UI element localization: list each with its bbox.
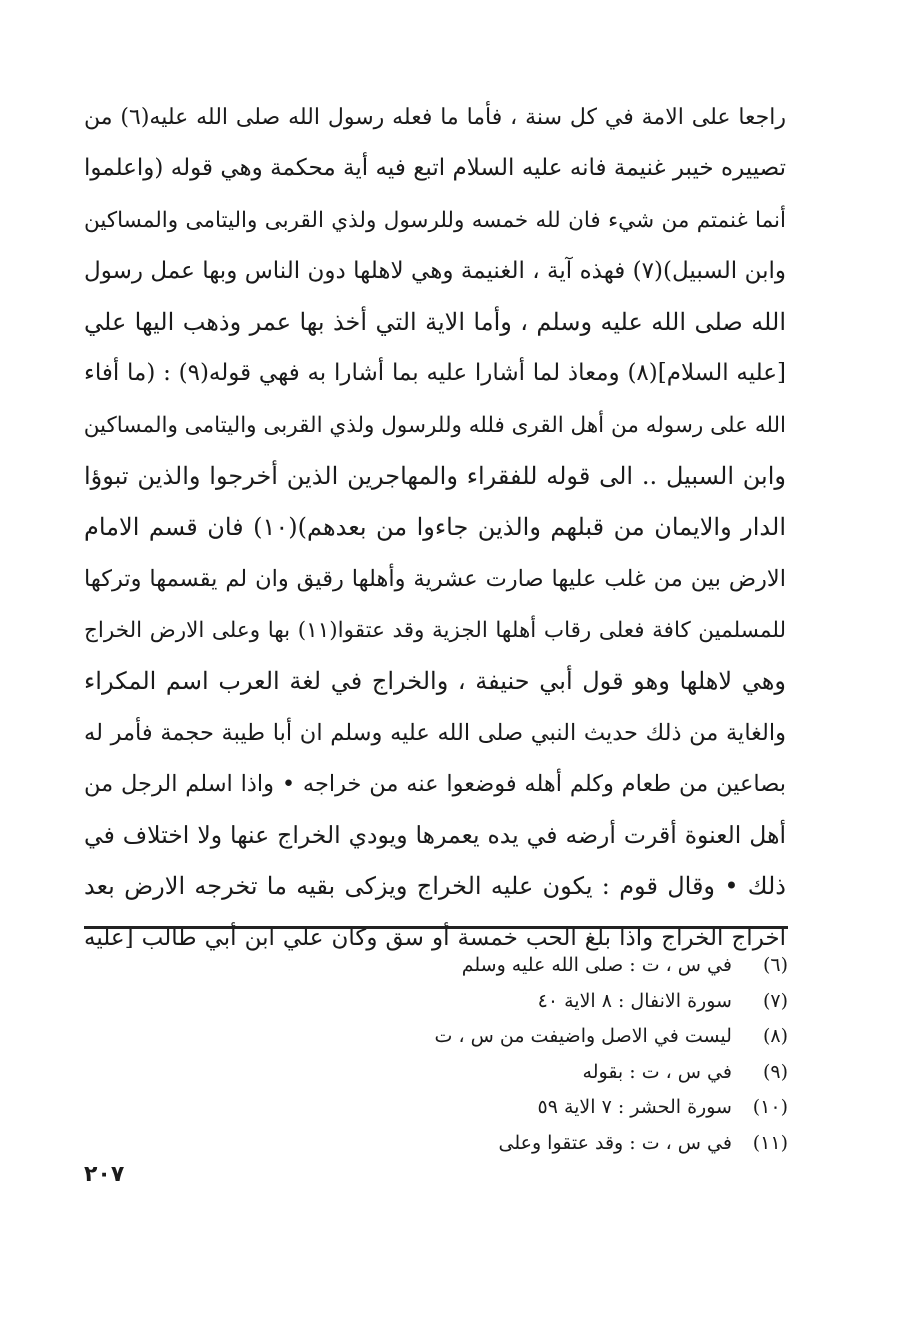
footnote-number: (٧)	[762, 989, 788, 1012]
text-line: وابن السبيل)(٧) فهذه آية ، الغنيمة وهي لاهلها دون الناس وبها عمل رسول	[84, 257, 786, 284]
page-number: ٢٠٧	[84, 1162, 125, 1187]
footnote-number: (٨)	[762, 1025, 788, 1047]
footnote-item	[435, 948, 788, 984]
text-line: الله على رسوله من أهل القرى فلله وللرسول ولذي القربى واليتامى والمساكين	[84, 412, 786, 438]
footnote-item	[435, 1055, 788, 1091]
footnote-text: سورة الانفال : ٨ الاية ٤٠	[537, 989, 732, 1012]
text-line: اخراج الخراج واذا بلغ الحب خمسة أو سق وكان علي ابن أبي طالب [عليه	[84, 924, 786, 951]
footnote-item	[435, 1126, 788, 1162]
text-line: بصاعين من طعام وكلم أهله فوضعوا عنه من خراجه • واذا اسلم الرجل من	[84, 770, 786, 797]
footnote-number: (١٠)	[752, 1096, 788, 1118]
footnote-item	[435, 1090, 788, 1126]
footnote-text: في س ، ت : صلى الله عليه وسلم	[461, 954, 732, 976]
text-line: الارض بين من غلب عليها صارت عشرية وأهلها رقيق وان لم يقسمها وتركها	[84, 565, 786, 592]
footnote-item	[435, 1019, 788, 1055]
text-line: الدار والايمان من قبلهم والذين جاءوا من بعدهم)(١٠) فان قسم الامام	[84, 513, 786, 542]
footnote-number: (٦)	[762, 954, 788, 976]
footnote-separator	[84, 926, 788, 929]
text-line: الله صلى الله عليه وسلم ، وأما الاية التي أخذ بها عمر وذهب اليها علي	[84, 308, 786, 337]
main-text-block	[84, 92, 786, 964]
text-line: وابن السبيل .. الى قوله للفقراء والمهاجرين الذين أخرجوا والذين تبوؤا	[84, 462, 786, 491]
text-line: راجعا على الامة في كل سنة ، فأما ما فعله رسول الله صلى الله عليه(٦) من	[84, 105, 786, 130]
text-line: [عليه السلام](٨) ومعاذ لما أشارا عليه بما أشارا به فهي قوله(٩) : (ما أفاء	[84, 360, 786, 387]
footnote-number: (٩)	[762, 1060, 788, 1083]
footnote-text: سورة الحشر : ٧ الاية ٥٩	[537, 1096, 732, 1118]
footnote-number: (١١)	[752, 1131, 788, 1154]
text-line: تصييره خيبر غنيمة فانه عليه السلام اتبع فيه أية محكمة وهي قوله (واعلموا	[84, 155, 786, 182]
text-line: أنما غنمتم من شيء فان لله خمسه وللرسول ولذي القربى واليتامى والمساكين	[84, 207, 786, 233]
footnotes-block	[435, 948, 788, 1161]
text-line: والغاية من ذلك حديث النبي صلى الله عليه وسلم ان أبا طيبة حجمة فأمر له	[84, 719, 786, 746]
footnote-item	[435, 984, 788, 1020]
text-line: ذلك • وقال قوم : يكون عليه الخراج ويزكى بقيه ما تخرجه الارض بعد	[84, 872, 786, 901]
text-line: للمسلمين كافة فعلى رقاب أهلها الجزية وقد عتقوا(١١) بها وعلى الارض الخراج	[84, 617, 786, 643]
footnote-text: ليست في الاصل واضيفت من س ، ت	[434, 1025, 732, 1047]
text-line: أهل العنوة أقرت أرضه في يده يعمرها ويودي الخراج عنها ولا اختلاف في	[84, 821, 786, 850]
footnote-text: في س ، ت : وقد عتقوا وعلى	[498, 1131, 732, 1154]
text-line: وهي لاهلها وهو قول أبي حنيفة ، والخراج في لغة العرب اسم المكراء	[84, 667, 786, 696]
footnote-text: في س ، ت : بقوله	[582, 1060, 732, 1083]
